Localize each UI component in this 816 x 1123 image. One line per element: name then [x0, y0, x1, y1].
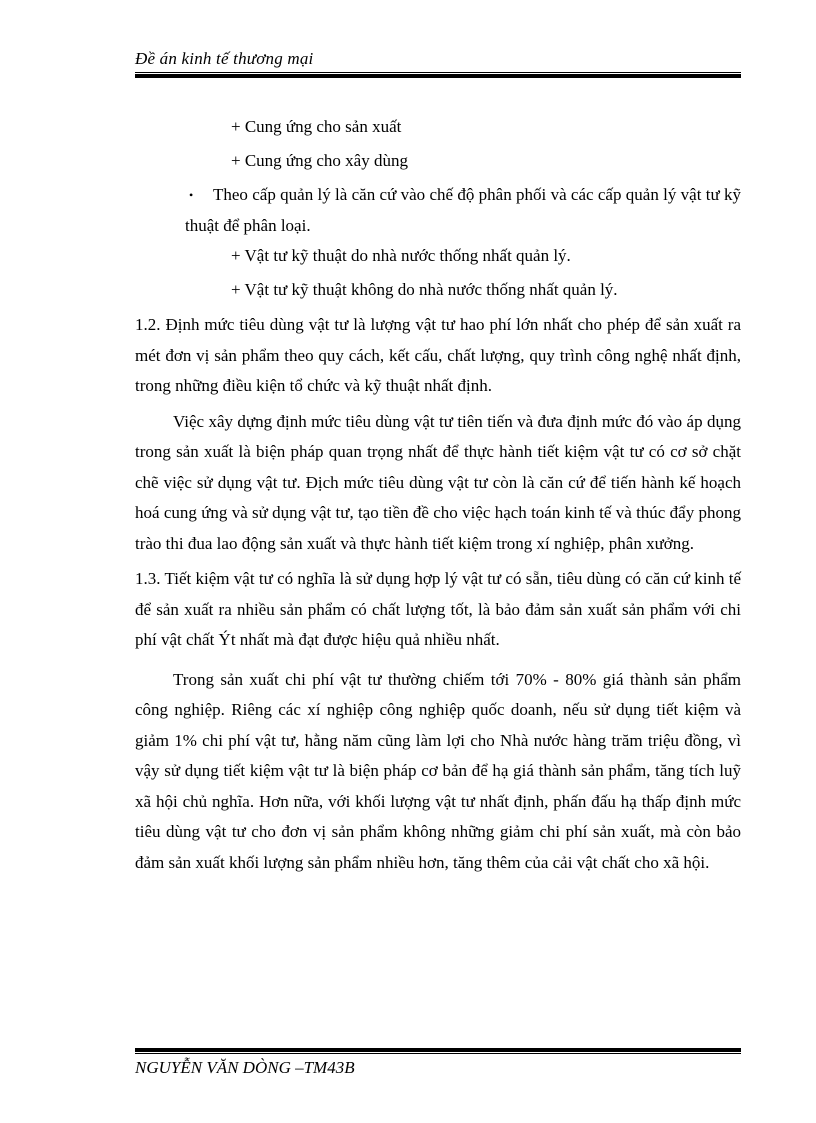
- sub-item: + Vật tư kỹ thuật do nhà nước thống nhất quản lý.: [231, 246, 571, 265]
- header-divider-thick: [135, 74, 741, 78]
- bullet-item: [135, 180, 741, 241]
- bullet-text: Theo cấp quản lý là căn cứ vào chế độ phân phối và các cấp quản lý vật tư kỹ thuật để phân loại.: [185, 185, 741, 235]
- footer-divider-thick: [135, 1048, 741, 1052]
- paragraph: Trong sản xuất chi phí vật tư thường chiếm tới 70% - 80% giá thành sản phẩm công nghiệp. Riêng các xí nghiệp công nghiệp quốc doanh, nếu sử dụng tiết kiệm và giảm 1% chi phí vật tư, hằng năm cũng làm lợi cho Nhà nước hàng trăm triệu đồng, vì vậy sử dụng tiết kiệm vật tư là biện pháp cơ bản để hạ giá thành sản phẩm, tăng tích luỹ xã hội chủ nghĩa. Hơn nữa, với khối lượng vật tư nhất định, phấn đấu hạ thấp định mức tiêu dùng vật tư cho đơn vị sản phẩm không những giảm chi phí sản xuất, mà còn bảo đảm sản xuất khối lượng sản phẩm nhiều hơn, tăng thêm của cải vật chất cho xã hội.: [135, 669, 741, 872]
- footer-divider-thin: [135, 1053, 741, 1054]
- paragraph-section-1-3: 1.3. Tiết kiệm vật tư có nghĩa là sử dụng hợp lý vật tư có sẵn, tiêu dùng có căn cứ kinh tế để sản xuất ra nhiều sản phẩm có chất lượng tốt, là bảo đảm sản xuất sản phẩm với chi phí vật chất Ýt nhất mà đạt được hiệu quả nhiều nhất.: [135, 569, 741, 649]
- header-divider-thin: [135, 72, 741, 73]
- paragraph-section-1-2: 1.2. Định mức tiêu dùng vật tư là lượng vật tư hao phí lớn nhất cho phép để sản xuất ra mét đơn vị sản phẩm theo quy cách, kết cấu, chất lượng, quy trình công nghệ nhất định, trong những điều kiện tổ chức và kỹ thuật nhất định.: [135, 315, 741, 395]
- sub-item: + Vật tư kỹ thuật không do nhà nước thống nhất quản lý.: [231, 279, 618, 299]
- sub-item: + Cung ứng cho xây dùng: [231, 150, 408, 170]
- footer-author: NGUYỄN VĂN DÒNG –TM43B: [135, 1058, 355, 1077]
- bullet-icon: •: [189, 188, 194, 202]
- sub-item: + Cung ứng cho sản xuất: [231, 117, 402, 136]
- document-body: [135, 112, 741, 878]
- paragraph: Việc xây dựng định mức tiêu dùng vật tư tiên tiến và đưa định mức đó vào áp dụng trong sản xuất là biện pháp quan trọng nhất để thực hành tiết kiệm vật tư có cơ sở chặt chẽ việc sử dụng vật tư. Địch mức tiêu dùng vật tư còn là căn cứ để tiến hành kế hoạch hoá cung ứng và sử dụng vật tư, tạo tiền đề cho việc hạch toán kinh tế và thúc đẩy phong trào thi đua lao động sản xuất và thực hành tiết kiệm trong xí nghiệp, phân xưởng.: [135, 411, 741, 553]
- page-header-title: Đề án kinh tế thương mại: [135, 49, 314, 68]
